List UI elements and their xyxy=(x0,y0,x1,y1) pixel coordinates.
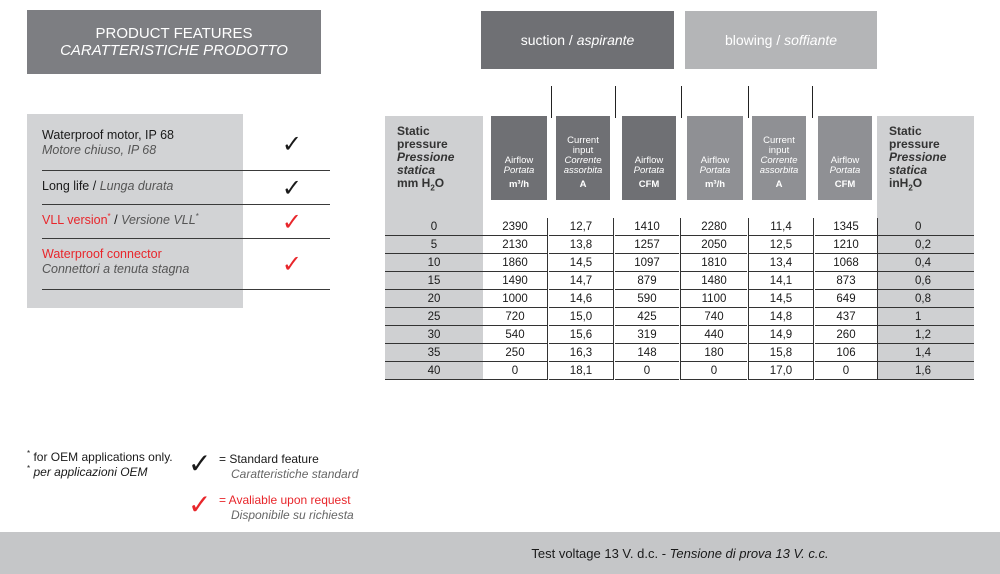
header-line: Current xyxy=(763,135,795,146)
request-check-icon: ✓ xyxy=(188,488,212,521)
table-cell: 2280 xyxy=(681,218,747,236)
table-column-rule xyxy=(680,218,681,380)
header-unit: A xyxy=(775,179,783,190)
table-cell: 2130 xyxy=(483,236,547,254)
table-cell: 879 xyxy=(615,272,679,290)
table-cell: 1480 xyxy=(681,272,747,290)
static-pressure-mm-header xyxy=(385,116,483,218)
table-cell: 425 xyxy=(615,308,679,326)
table-cell: 873 xyxy=(815,272,877,290)
table-cell: 0,2 xyxy=(877,236,974,254)
column-divider xyxy=(551,86,552,118)
header-line: Airflow xyxy=(504,155,534,166)
legend-request-it: Disponibile su richiesta xyxy=(231,508,354,522)
legend-request xyxy=(219,493,354,523)
feature-name: Long life xyxy=(42,179,90,193)
table-cell: 1068 xyxy=(815,254,877,272)
header-line: input xyxy=(572,145,594,156)
feature-name: Waterproof connector xyxy=(42,247,162,261)
feature-row-vll-version xyxy=(42,205,330,239)
table-cell: 13,8 xyxy=(549,236,613,254)
header-unit: m³/h xyxy=(508,179,530,190)
table-cell: 148 xyxy=(615,344,679,362)
table-cell: 14,9 xyxy=(749,326,813,344)
table-column-rule xyxy=(877,218,878,380)
header-line: Current xyxy=(567,135,599,146)
header-line: Portata xyxy=(829,165,861,176)
table-cell: 740 xyxy=(681,308,747,326)
header-line: Airflow xyxy=(830,155,860,166)
voltage-en: Test voltage 13 V. d.c. - xyxy=(531,545,670,561)
tab-blowing-label-it: soffiante xyxy=(784,32,838,48)
header-line: Pressione xyxy=(397,150,455,164)
table-cell: 180 xyxy=(681,344,747,362)
col-head-blowing-cfm xyxy=(818,116,872,200)
table-cell: 15,6 xyxy=(549,326,613,344)
header-line: assorbita xyxy=(563,165,603,176)
table-cell: 0 xyxy=(483,362,547,380)
table-cell: 0 xyxy=(681,362,747,380)
table-cell: 20 xyxy=(385,290,483,308)
voltage-it: Tensione di prova 13 V. c.c. xyxy=(669,545,829,561)
asterisk-mark: * xyxy=(27,464,31,473)
table-cell: 10 xyxy=(385,254,483,272)
table-cell: 12,5 xyxy=(749,236,813,254)
table-cell: 440 xyxy=(681,326,747,344)
header-line: pressure xyxy=(397,137,448,151)
header-unit: CFM xyxy=(834,179,856,190)
header-line: Airflow xyxy=(700,155,730,166)
header-line: Airflow xyxy=(634,155,664,166)
table-cell: 12,7 xyxy=(549,218,613,236)
product-features-title-it: CARATTERISTICHE PRODOTTO xyxy=(60,42,288,59)
header-line: Portata xyxy=(633,165,665,176)
table-cell: 18,1 xyxy=(549,362,613,380)
table-column-rule xyxy=(748,218,749,380)
table-cell: 0 xyxy=(877,218,974,236)
feature-separator: / xyxy=(89,179,100,193)
check-icon: ✓ xyxy=(281,250,302,278)
table-cell: 25 xyxy=(385,308,483,326)
table-column-rule xyxy=(813,218,814,380)
column-divider xyxy=(681,86,682,118)
col-head-suction-cfm xyxy=(622,116,676,200)
table-cell: 14,5 xyxy=(549,254,613,272)
table-cell: 40 xyxy=(385,362,483,380)
table-cell: 13,4 xyxy=(749,254,813,272)
table-cell: 1257 xyxy=(615,236,679,254)
table-cell: 14,1 xyxy=(749,272,813,290)
table-cell: 14,6 xyxy=(549,290,613,308)
feature-name-it: Connettori a tenuta stagna xyxy=(42,262,190,276)
table-cell: 1345 xyxy=(815,218,877,236)
col-head-blowing-airflow xyxy=(687,116,743,200)
header-unit-sub: 2 xyxy=(908,183,913,193)
header-line: Static xyxy=(397,124,430,138)
table-cell: 30 xyxy=(385,326,483,344)
table-cell: 1000 xyxy=(483,290,547,308)
table-cell: 250 xyxy=(483,344,547,362)
tab-suction-label-it: aspirante xyxy=(576,32,635,48)
test-voltage-footer xyxy=(0,532,1000,574)
asterisk-mark: * xyxy=(107,211,111,221)
table-cell: 540 xyxy=(483,326,547,344)
check-icon: ✓ xyxy=(281,208,302,236)
check-icon: ✓ xyxy=(281,130,302,158)
product-features-title: PRODUCT FEATURES xyxy=(95,25,253,42)
table-cell: 1210 xyxy=(815,236,877,254)
oem-note-it: per applicazioni OEM xyxy=(33,465,148,479)
header-line: Corrente xyxy=(760,155,798,166)
table-cell: 35 xyxy=(385,344,483,362)
tab-blowing-label: blowing / xyxy=(724,32,781,48)
table-cell: 437 xyxy=(815,308,877,326)
feature-row-long-life xyxy=(42,171,330,205)
table-cell: 15,8 xyxy=(749,344,813,362)
table-cell: 11,4 xyxy=(749,218,813,236)
table-cell: 14,8 xyxy=(749,308,813,326)
table-column-rule xyxy=(613,218,614,380)
col-head-blowing-current xyxy=(752,116,806,200)
col-head-suction-current xyxy=(556,116,610,200)
col-head-suction-airflow xyxy=(491,116,547,200)
table-cell: 720 xyxy=(483,308,547,326)
header-unit-sub: 2 xyxy=(430,183,435,193)
oem-note-en: for OEM applications only. xyxy=(33,450,173,464)
asterisk-mark: * xyxy=(195,211,199,221)
static-pressure-in-header xyxy=(877,116,974,218)
legend-request-en: = Avaliable upon request xyxy=(219,493,351,507)
table-cell: 16,3 xyxy=(549,344,613,362)
table-cell: 1810 xyxy=(681,254,747,272)
table-cell: 0 xyxy=(815,362,877,380)
header-line: Portata xyxy=(503,165,535,176)
header-line: input xyxy=(768,145,790,156)
header-unit: inH xyxy=(889,176,909,190)
feature-name-it: Motore chiuso, IP 68 xyxy=(42,143,157,157)
table-cell: 1860 xyxy=(483,254,547,272)
header-line: Pressione xyxy=(889,150,947,164)
tab-suction[interactable] xyxy=(481,11,674,69)
column-divider xyxy=(615,86,616,118)
table-cell: 15 xyxy=(385,272,483,290)
check-icon: ✓ xyxy=(281,174,302,202)
column-divider xyxy=(748,86,749,118)
feature-name-it: Lunga durata xyxy=(99,179,174,193)
legend-standard xyxy=(219,452,358,482)
table-cell: 1,4 xyxy=(877,344,974,362)
table-cell: 17,0 xyxy=(749,362,813,380)
header-unit-end: O xyxy=(434,176,445,190)
table-cell: 1 xyxy=(877,308,974,326)
table-cell: 590 xyxy=(615,290,679,308)
legend-standard-it: Caratteristiche standard xyxy=(231,467,359,481)
column-divider xyxy=(812,86,813,118)
table-column-rule xyxy=(547,218,548,380)
feature-name: Waterproof motor, IP 68 xyxy=(42,128,175,142)
table-cell: 2390 xyxy=(483,218,547,236)
header-line: Corrente xyxy=(564,155,602,166)
table-cell: 0,8 xyxy=(877,290,974,308)
table-cell: 0 xyxy=(385,218,483,236)
table-cell: 1410 xyxy=(615,218,679,236)
header-line: Static xyxy=(889,124,922,138)
table-cell: 1,2 xyxy=(877,326,974,344)
table-cell: 649 xyxy=(815,290,877,308)
tab-suction-label: suction / xyxy=(520,32,573,48)
table-cell: 14,7 xyxy=(549,272,613,290)
standard-check-icon: ✓ xyxy=(188,447,212,480)
table-cell: 319 xyxy=(615,326,679,344)
header-line: assorbita xyxy=(759,165,799,176)
table-cell: 1490 xyxy=(483,272,547,290)
header-unit-end: O xyxy=(912,176,923,190)
table-cell: 0,4 xyxy=(877,254,974,272)
asterisk-mark: * xyxy=(27,449,31,458)
feature-name-it: Versione VLL xyxy=(121,213,196,227)
table-cell: 5 xyxy=(385,236,483,254)
oem-footnote xyxy=(27,450,173,480)
tab-blowing[interactable] xyxy=(685,11,877,69)
table-cell: 2050 xyxy=(681,236,747,254)
feature-name: VLL version xyxy=(42,213,108,227)
table-cell: 1097 xyxy=(615,254,679,272)
feature-row-waterproof-motor xyxy=(42,128,330,171)
header-line: statica xyxy=(397,163,436,177)
header-unit: A xyxy=(579,179,587,190)
header-line: Portata xyxy=(699,165,731,176)
table-cell: 15,0 xyxy=(549,308,613,326)
table-cell: 1,6 xyxy=(877,362,974,380)
table-cell: 0,6 xyxy=(877,272,974,290)
header-line: statica xyxy=(889,163,928,177)
table-cell: 1100 xyxy=(681,290,747,308)
feature-separator: / xyxy=(110,213,122,227)
table-cell: 0 xyxy=(615,362,679,380)
header-unit: m³/h xyxy=(704,179,726,190)
header-unit: CFM xyxy=(638,179,660,190)
table-cell: 14,5 xyxy=(749,290,813,308)
product-features-header xyxy=(27,10,321,74)
table-cell: 260 xyxy=(815,326,877,344)
legend-standard-en: = Standard feature xyxy=(219,452,319,466)
header-unit: mm H xyxy=(397,176,431,190)
header-line: pressure xyxy=(889,137,940,151)
feature-row-waterproof-connector xyxy=(42,239,330,290)
table-cell: 106 xyxy=(815,344,877,362)
